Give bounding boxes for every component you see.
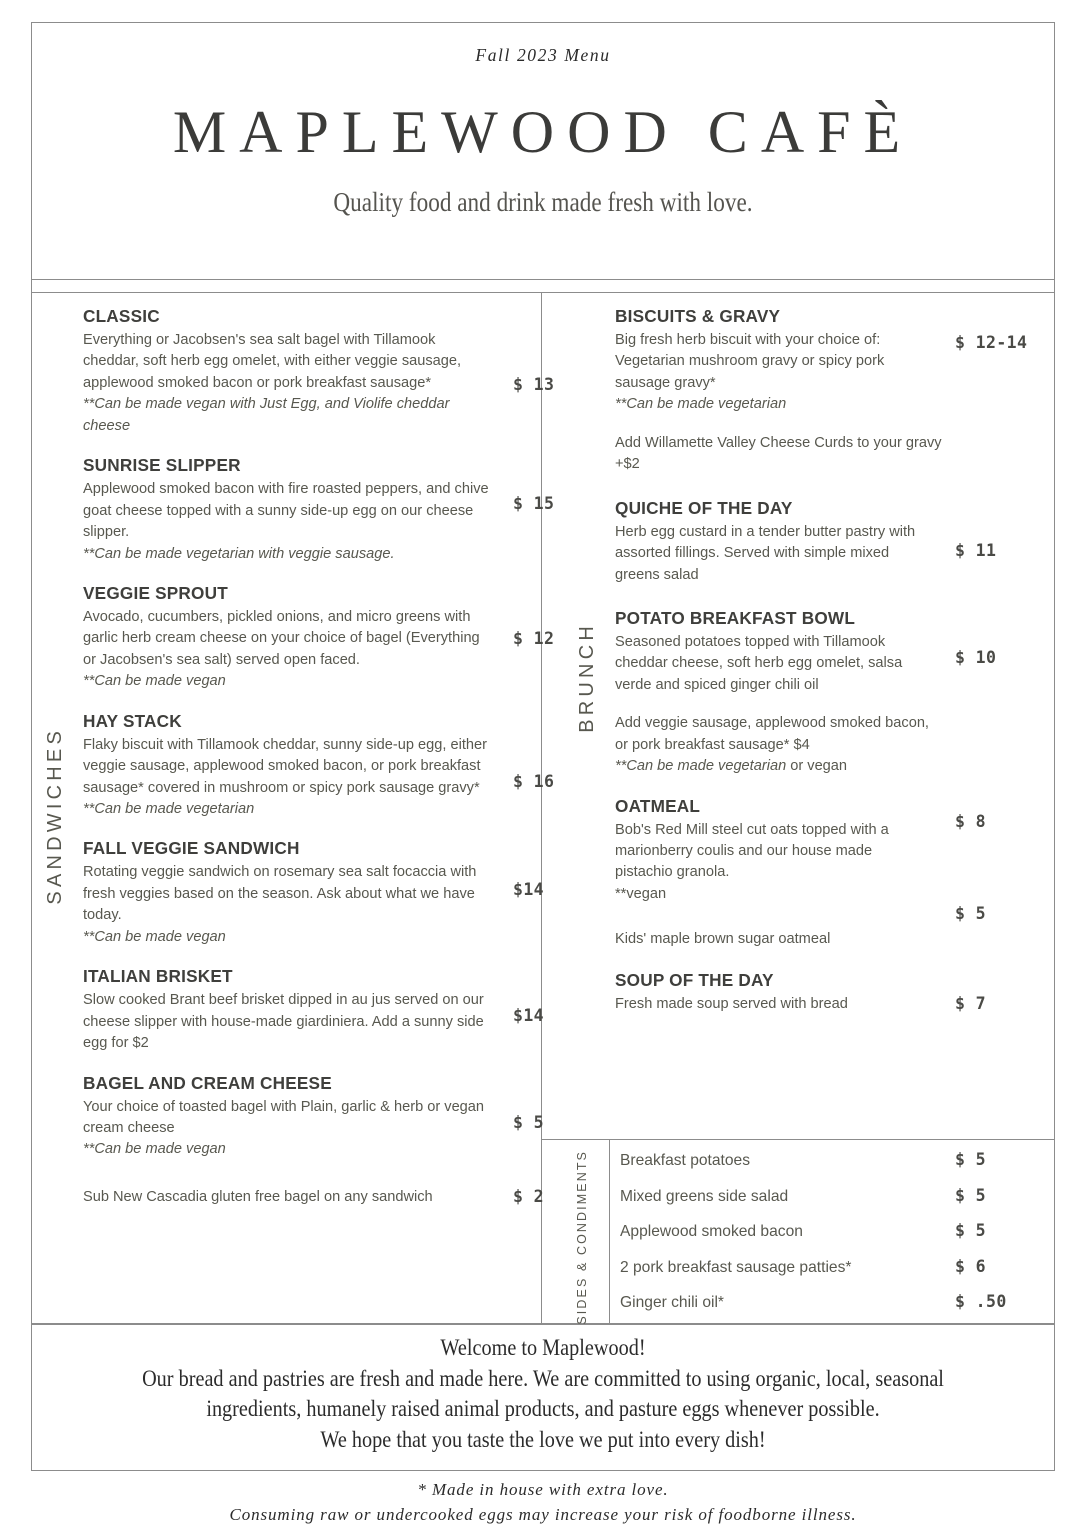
item-note: **Can be made vegetarian with veggie sausage. xyxy=(83,545,395,562)
menu-item xyxy=(83,455,555,565)
extra-note-plain: or vegan xyxy=(786,758,848,775)
item-description: Your choice of toasted bagel with Plain, garlic & herb or vegan cream cheese xyxy=(83,1098,485,1136)
side-price: $ 5 xyxy=(955,1150,987,1169)
menu-item xyxy=(83,306,555,437)
sub-label: Sub New Cascadia gluten free bagel on any sandwich xyxy=(83,1188,433,1205)
side-label: Mixed greens side salad xyxy=(620,1187,789,1205)
menu-item xyxy=(83,582,555,693)
item-price: $ 10 xyxy=(955,647,997,667)
menu-item xyxy=(615,306,1055,476)
sides-label-divider xyxy=(609,1139,610,1324)
item-name: ITALIAN BRISKET xyxy=(83,966,233,987)
item-name: VEGGIE SPROUT xyxy=(83,582,228,603)
item-name: BAGEL AND CREAM CHEESE xyxy=(83,1072,332,1093)
item-note: **Can be made vegetarian xyxy=(83,801,255,817)
cafe-title: MAPLEWOOD CAFÈ xyxy=(172,99,914,165)
item-name: OATMEAL xyxy=(615,795,701,816)
menu-item xyxy=(615,796,1055,906)
item-description: Everything or Jacobsen's sea salt bagel with Tillamook cheddar, soft herb egg omelet, with either veggie sausage, applewood smoked bacon or pork breakfast sausage* xyxy=(83,332,462,391)
section-label-sides: SIDES & CONDIMENTS xyxy=(575,1150,589,1325)
side-row xyxy=(620,1150,1050,1186)
item-description: Bob's Red Mill steel cut oats topped with a marionberry coulis and our house made pistachio granola. xyxy=(615,821,889,881)
item-name: QUICHE OF THE DAY xyxy=(615,497,793,518)
menu-item xyxy=(83,1073,543,1161)
side-price: $ 5 xyxy=(955,1221,987,1240)
item-price: $ 15 xyxy=(513,494,555,514)
extra-note-italic: **Can be made vegetarian xyxy=(615,758,787,775)
item-name: SOUP OF THE DAY xyxy=(615,969,774,990)
disclaimer-line-2: Consuming raw or undercooked eggs may increase your risk of foodborne illness. xyxy=(229,1504,857,1524)
item-name: FALL VEGGIE SANDWICH xyxy=(83,838,300,859)
menu-item xyxy=(83,838,543,948)
item-name: BISCUITS & GRAVY xyxy=(615,306,781,326)
item-price: $ 16 xyxy=(513,771,555,791)
welcome-line-2: Our bread and pastries are fresh and made here. We are committed to using organic, local, seasonal xyxy=(142,1365,944,1391)
section-label-sandwiches: SANDWICHES xyxy=(44,727,66,905)
item-price: $14 xyxy=(513,880,545,900)
welcome-message xyxy=(31,1324,1055,1471)
disclaimer xyxy=(31,1478,1055,1527)
item-price: $ 11 xyxy=(955,540,997,560)
item-price: $ 12-14 xyxy=(955,333,1028,352)
side-row xyxy=(620,1221,1050,1257)
side-label: Ginger chili oil* xyxy=(620,1294,725,1311)
item-note: **Can be made vegetarian xyxy=(615,396,787,413)
kids-oatmeal-price: $ 5 xyxy=(955,904,987,924)
item-description: Seasoned potatoes topped with Tillamook cheddar cheese, soft herb egg omelet, salsa verde and spiced ginger chili oil xyxy=(615,633,903,693)
item-name: POTATO BREAKFAST BOWL xyxy=(615,607,856,628)
cafe-tagline: Quality food and drink made fresh with love. xyxy=(333,187,753,217)
header-body-gap xyxy=(31,280,1055,292)
menu-item xyxy=(615,608,1055,778)
item-note: **Can be made vegan xyxy=(83,673,226,690)
sandwich-sub-row xyxy=(83,1187,543,1208)
side-price: $ 5 xyxy=(955,1185,987,1205)
item-extra-note xyxy=(615,756,945,777)
sandwiches-list xyxy=(83,306,555,1208)
item-price: $ 5 xyxy=(513,1112,545,1132)
item-vegan-note: **vegan xyxy=(615,885,667,902)
disclaimer-line-1: * Made in house with extra love. xyxy=(417,1480,669,1499)
item-name: HAY STACK xyxy=(83,710,182,731)
item-description: Big fresh herb biscuit with your choice of: Vegetarian mushroom gravy or spicy pork sausage gravy* xyxy=(615,332,885,391)
menu-item xyxy=(615,498,1055,586)
side-label: Breakfast potatoes xyxy=(620,1152,751,1169)
item-name: SUNRISE SLIPPER xyxy=(83,455,241,476)
side-row xyxy=(620,1292,1050,1328)
menu-item xyxy=(83,710,555,821)
item-description: Fresh made soup served with bread xyxy=(615,995,848,1012)
item-note: **Can be made vegan with Just Egg, and Violife cheddar cheese xyxy=(83,396,450,434)
sides-section-rule xyxy=(541,1139,1055,1140)
season-label: Fall 2023 Menu xyxy=(475,45,611,65)
welcome-line-4: We hope that you taste the love we put into every dish! xyxy=(320,1426,766,1452)
brunch-list xyxy=(615,306,1055,1015)
side-label: 2 pork breakfast sausage patties* xyxy=(620,1258,852,1276)
welcome-line-1: Welcome to Maplewood! xyxy=(440,1335,646,1360)
side-row xyxy=(620,1186,1050,1222)
menu-item xyxy=(83,966,543,1054)
item-note: **Can be made vegan xyxy=(83,1141,226,1158)
sides-list xyxy=(620,1150,1050,1328)
item-description: Applewood smoked bacon with fire roasted peppers, and chive goat cheese topped with a sunny side-up egg on our cheese slipper. xyxy=(83,481,489,541)
welcome-line-3: ingredients, humanely raised animal products, and pasture eggs whenever possible. xyxy=(206,1396,880,1422)
item-description: Avocado, cucumbers, pickled onions, and micro greens with garlic herb cream cheese on your choice of bagel (Everything or Jacobsen's sea salt) served open faced. xyxy=(83,608,480,668)
menu-item xyxy=(615,970,1055,1015)
section-label-brunch: BRUNCH xyxy=(576,622,598,733)
item-description: Slow cooked Brant beef brisket dipped in au jus served on our cheese slipper with house-made giardiniera. Add a sunny side egg for $2 xyxy=(83,992,484,1052)
side-price: $ .50 xyxy=(955,1292,1007,1311)
menu-header xyxy=(31,22,1055,280)
kids-oatmeal-row xyxy=(615,904,1055,950)
item-price: $ 12 xyxy=(513,628,555,648)
item-price: $14 xyxy=(513,1006,545,1026)
side-price: $ 6 xyxy=(955,1256,987,1276)
side-row xyxy=(620,1257,1050,1293)
sub-price: $ 2 xyxy=(513,1186,545,1206)
item-name: CLASSIC xyxy=(83,306,160,326)
item-extra: Add veggie sausage, applewood smoked bacon, or pork breakfast sausage* $4 xyxy=(615,715,929,753)
item-note: **Can be made vegan xyxy=(83,928,226,945)
item-extra: Add Willamette Valley Cheese Curds to your gravy +$2 xyxy=(615,434,942,473)
item-price: $ 13 xyxy=(513,375,555,394)
item-price: $ 7 xyxy=(955,993,987,1013)
item-description: Rotating veggie sandwich on rosemary sea salt focaccia with fresh veggies based on the season. Ask about what we have today. xyxy=(83,864,477,924)
item-description: Herb egg custard in a tender butter pastry with assorted fillings. Served with simple mixed greens salad xyxy=(615,523,916,583)
side-label: Applewood smoked bacon xyxy=(620,1223,803,1240)
item-price: $ 8 xyxy=(955,811,987,831)
kids-oatmeal-label: Kids' maple brown sugar oatmeal xyxy=(615,931,831,948)
item-description: Flaky biscuit with Tillamook cheddar, sunny side-up egg, either veggie sausage, applewood smoked bacon, or pork breakfast sausage* covered in mushroom or spicy pork sausage gravy* xyxy=(83,736,487,796)
